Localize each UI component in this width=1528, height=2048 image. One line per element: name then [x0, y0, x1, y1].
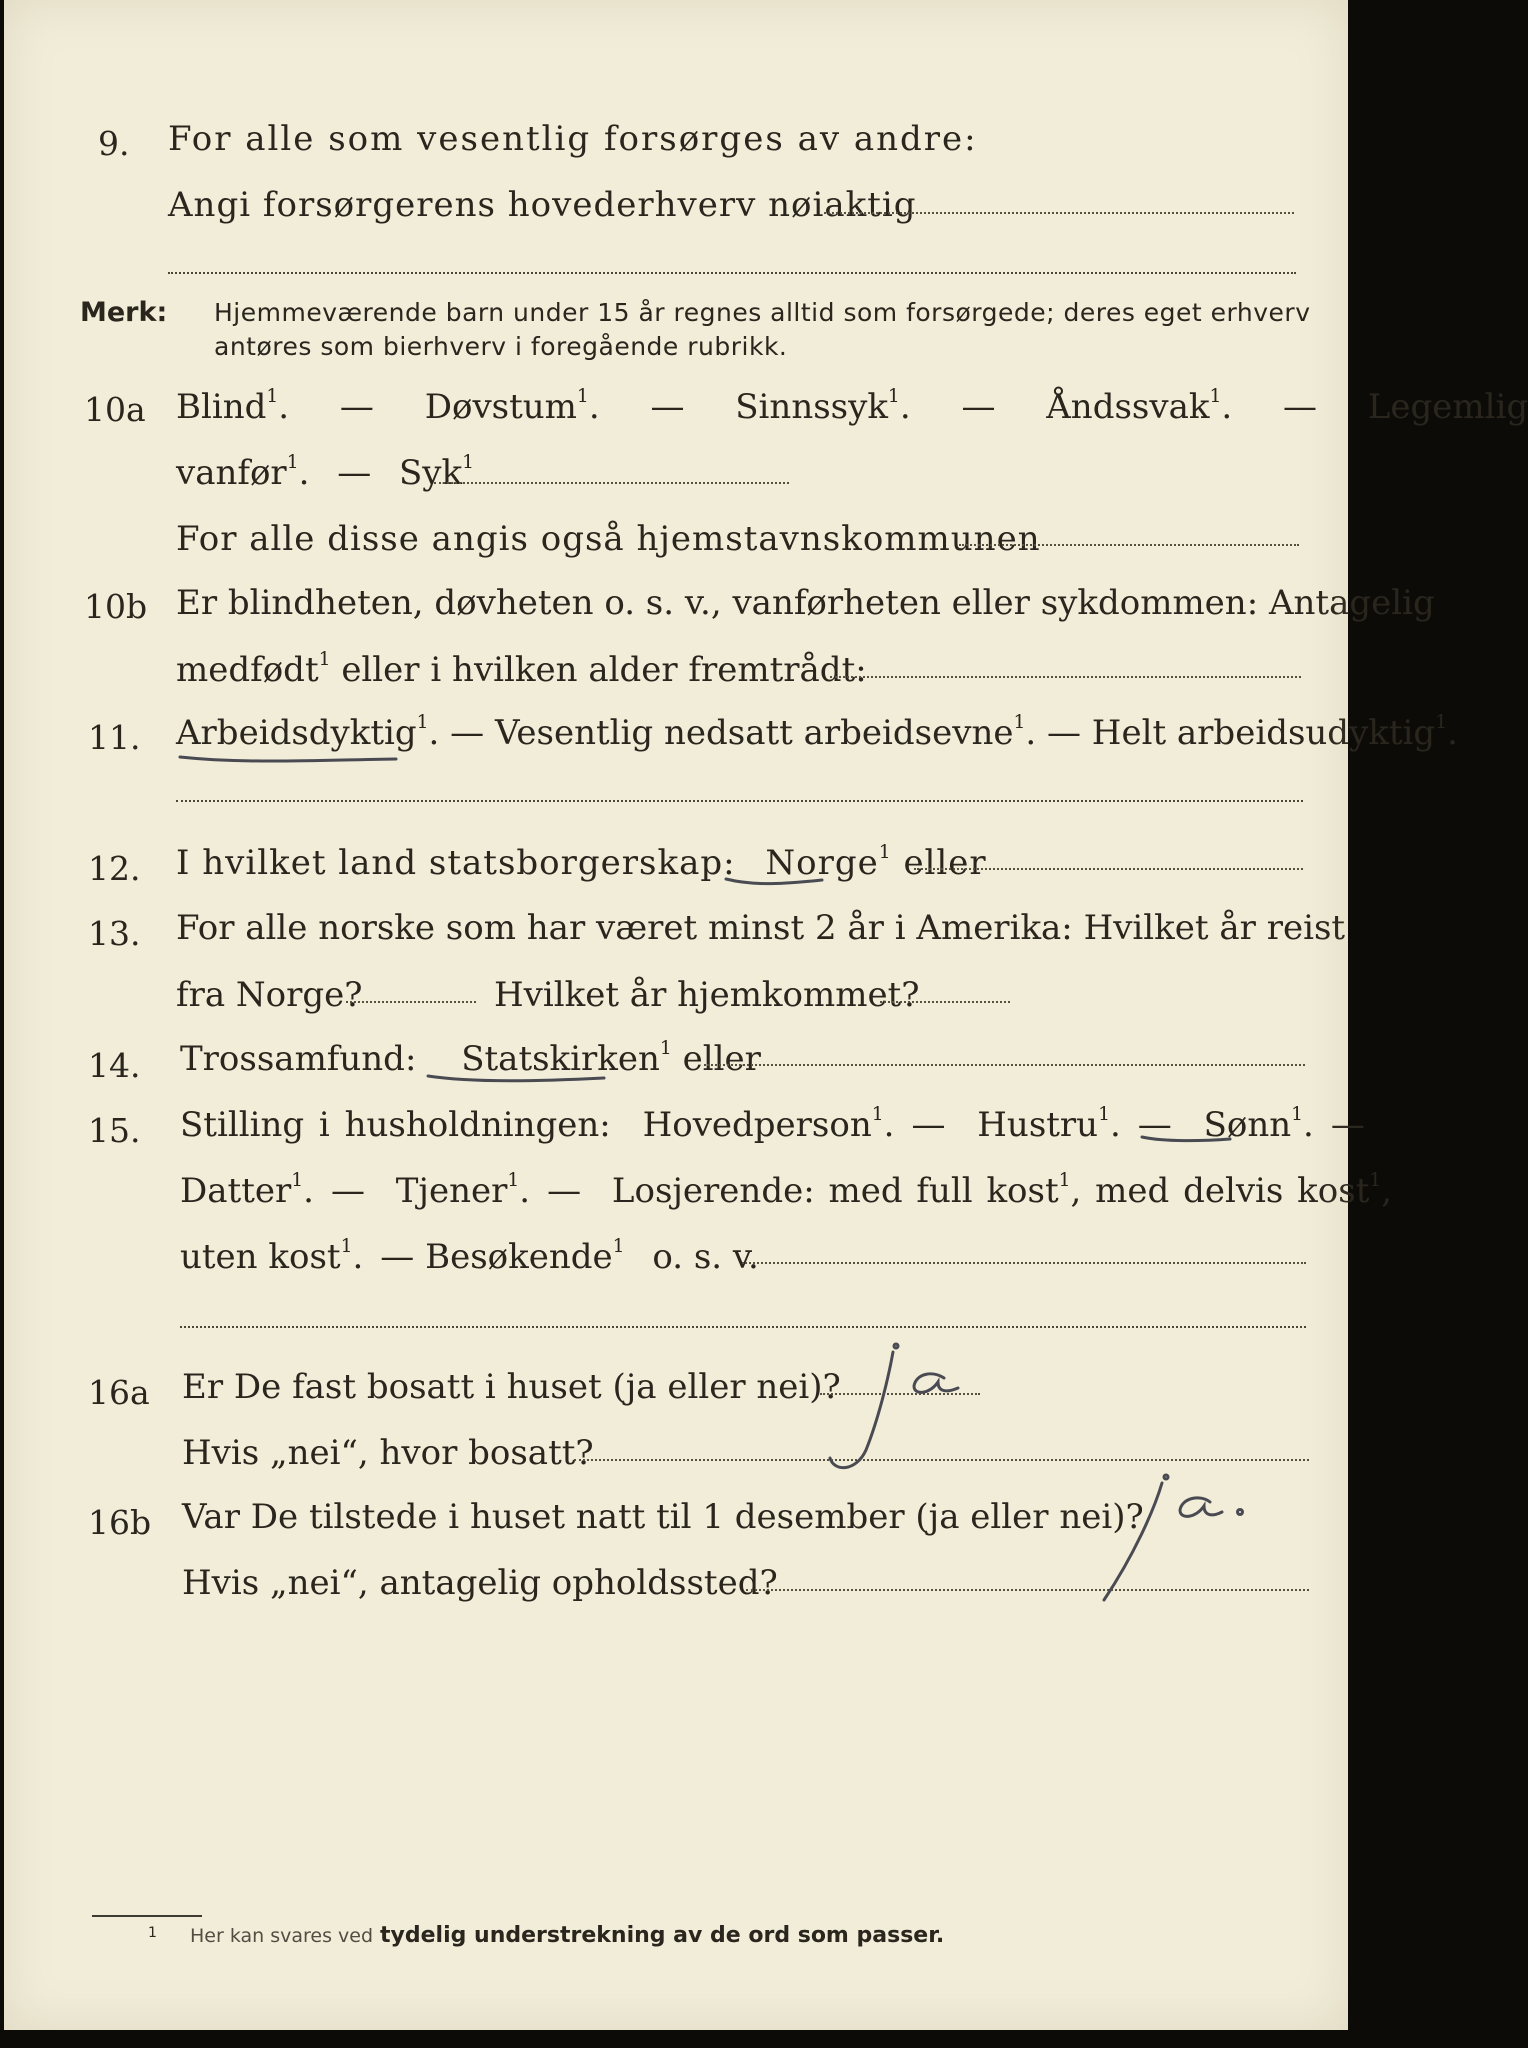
- q15-line3: uten kost$^1$. — Besøkende$^1$ o. s. v.: [180, 1236, 759, 1277]
- handwritten-ja-16b: [1104, 1475, 1243, 1600]
- q16a-number: 16a: [88, 1373, 150, 1412]
- q9-line1: For alle som vesentlig forsørges av andre:: [168, 119, 978, 159]
- option-norge[interactable]: Norge$^1$: [765, 842, 892, 883]
- footnote-rule: [92, 1915, 202, 1917]
- q14-number: 14.: [88, 1046, 141, 1085]
- q10b-line2: medfødt$^1$ eller i hvilken alder fremtrådt:: [176, 649, 867, 690]
- option-vanfor[interactable]: vanfør$^1$.: [176, 452, 310, 493]
- option-arbeidsdyktig[interactable]: Arbeidsdyktig$^1$: [176, 712, 429, 753]
- q16b-line2: Hvis „nei“, antagelig opholdssted?: [182, 1563, 778, 1603]
- q12-answer-line[interactable]: [914, 868, 1303, 870]
- option-besokende[interactable]: Besøkende$^1$: [425, 1236, 625, 1277]
- option-sinnssyk[interactable]: Sinnssyk$^1$.: [735, 386, 911, 427]
- underline-arbeidsdyktig: [180, 757, 396, 761]
- q10a-answer-line[interactable]: [434, 482, 789, 484]
- q10a-line1: Blind$^1$. — Døvstum$^1$. — Sinnssyk$^1$. — Åndssvak$^1$. — Legemlig: [176, 386, 1528, 427]
- q15-rule: [180, 1326, 1306, 1328]
- option-losjerende-full[interactable]: Losjerende: med full kost$^1$: [611, 1170, 1071, 1211]
- footnote-mark: 1: [148, 1925, 157, 1941]
- q10a-line2: vanfør$^1$. — Syk$^1$: [176, 452, 475, 493]
- q10a-number: 10a: [84, 390, 146, 429]
- merk-line2: antøres som bierhverv i foregående rubrikk.: [214, 332, 788, 361]
- option-medfodt[interactable]: medfødt$^1$: [176, 649, 331, 690]
- q15-answer-line[interactable]: [742, 1262, 1306, 1264]
- q13-hjemkommet: Hvilket år hjemkommet?: [494, 975, 920, 1015]
- option-losjerende-delvis[interactable]: med delvis kost$^1$: [1095, 1170, 1382, 1211]
- q16b-number: 16b: [88, 1503, 152, 1542]
- q16b-line1: Var De tilstede i huset natt til 1 desember (ja eller nei)?: [182, 1497, 1144, 1537]
- q11-rule: [176, 800, 1303, 802]
- q9-answer-line[interactable]: [824, 212, 1294, 214]
- option-uten-kost[interactable]: uten kost$^1$: [180, 1236, 353, 1277]
- q13-number: 13.: [88, 914, 141, 953]
- footnote-text: Her kan svares ved tydelig understrekning av de ord som passer.: [190, 1923, 945, 1948]
- q11-line1: Arbeidsdyktig$^1$. — Vesentlig nedsatt arbeidsevne$^1$. — Helt arbeidsudyktig$^1$.: [176, 712, 1458, 753]
- q16a-answer-line[interactable]: [820, 1393, 980, 1395]
- q9-rule: [168, 272, 1296, 274]
- q16a-line2: Hvis „nei“, hvor bosatt?: [182, 1433, 594, 1473]
- q9-number: 9.: [98, 124, 130, 163]
- option-dovstum[interactable]: Døvstum$^1$.: [424, 386, 600, 427]
- option-sonn[interactable]: Sønn$^1$: [1203, 1104, 1304, 1145]
- q9-line2: Angi forsørgerens hovederhverv nøiaktig: [168, 185, 917, 225]
- option-legemlig[interactable]: Legemlig: [1367, 387, 1528, 427]
- q16a-line1: Er De fast bosatt i huset (ja eller nei)?: [182, 1367, 841, 1407]
- q13-line1: For alle norske som har været minst 2 år i Amerika: Hvilket år reist: [176, 908, 1346, 948]
- option-statskirken[interactable]: Statskirken$^1$: [461, 1038, 672, 1079]
- q12-line: I hvilket land statsborgerskap: Norge$^1$ eller: [176, 842, 987, 883]
- q14-line: Trossamfund: Statskirken$^1$ eller: [180, 1038, 761, 1079]
- form-page: [4, 0, 1528, 2030]
- q10b-line1: Er blindheten, døvheten o. s. v., vanførheten eller sykdommen: Antagelig: [176, 583, 1435, 623]
- q16a-bosatt-line[interactable]: [574, 1459, 1309, 1461]
- option-datter[interactable]: Datter$^1$: [180, 1170, 304, 1211]
- option-syk[interactable]: Syk$^1$: [399, 452, 475, 493]
- option-blind[interactable]: Blind$^1$.: [176, 386, 290, 427]
- q11-number: 11.: [88, 718, 141, 757]
- option-hovedperson[interactable]: Hovedperson$^1$: [642, 1104, 884, 1145]
- q13-hjemkommet-line[interactable]: [880, 1001, 1010, 1003]
- q14-answer-line[interactable]: [704, 1064, 1305, 1066]
- q13-reist-line[interactable]: [346, 1001, 476, 1003]
- q15-number: 15.: [88, 1111, 141, 1150]
- option-andssvak[interactable]: Åndssvak$^1$.: [1046, 386, 1233, 427]
- q15-line1: Stilling i husholdningen: Hovedperson$^1$. — Hustru$^1$. — Sønn$^1$. —: [180, 1104, 1365, 1145]
- option-udyktig[interactable]: Helt arbeidsudyktig$^1$: [1091, 712, 1448, 753]
- merk-label: Merk:: [80, 297, 168, 328]
- q12-number: 12.: [88, 849, 141, 888]
- option-nedsatt[interactable]: Vesentlig nedsatt arbeidsevne$^1$: [494, 712, 1026, 753]
- option-tjener[interactable]: Tjener$^1$: [395, 1170, 520, 1211]
- q10a-line3: For alle disse angis også hjemstavnskommunen: [176, 519, 1041, 559]
- q10a-hjemstavn-line[interactable]: [959, 544, 1299, 546]
- q16b-opholdssted-line[interactable]: [746, 1589, 1309, 1591]
- handwritten-ja-16a: [830, 1344, 958, 1468]
- merk-line1: Hjemmeværende barn under 15 år regnes alltid som forsørgede; deres eget erhverv: [214, 298, 1311, 327]
- q13-fra-norge: fra Norge?: [176, 975, 363, 1015]
- q10b-answer-line[interactable]: [830, 676, 1301, 678]
- option-hustru[interactable]: Hustru$^1$: [977, 1104, 1110, 1145]
- q10b-number: 10b: [84, 587, 148, 626]
- q15-line2: Datter$^1$. — Tjener$^1$. — Losjerende: med full kost$^1$, med delvis kost$^1$,: [180, 1170, 1393, 1211]
